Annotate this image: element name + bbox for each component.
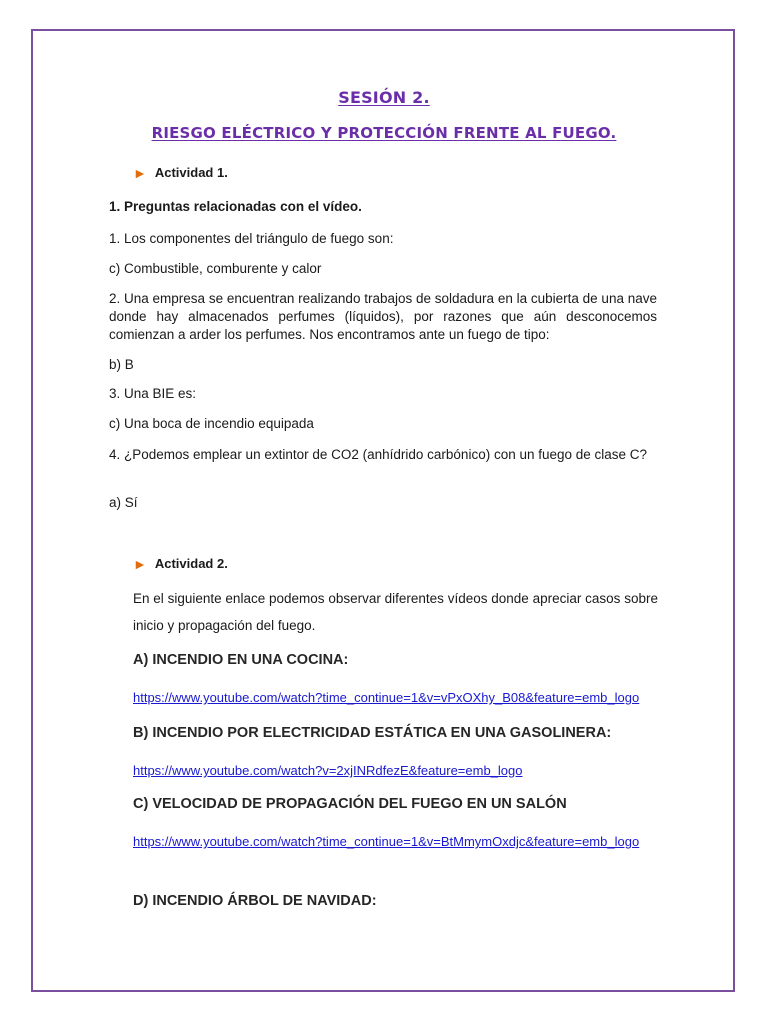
session-title: SESIÓN 2. bbox=[338, 88, 430, 107]
answer-3: c) Una boca de incendio equipada bbox=[109, 416, 314, 431]
question-4: 4. ¿Podemos emplear un extintor de CO2 (anhídrido carbónico) con un fuego de clase C? bbox=[109, 447, 648, 462]
activity2-intro: En el siguiente enlace podemos observar diferentes vídeos donde apreciar casos sobre inicio y propagación del fuego. bbox=[133, 591, 658, 633]
question-2: 2. Una empresa se encuentran realizando trabajos de soldadura en la cubierta de una nave donde hay almacenados perfumes (líquidos), por razones que aún desconocemos comienzan a arder los perfumes. Nos encontramos ante un fuego de tipo: bbox=[109, 291, 657, 342]
video-link-b[interactable]: https://www.youtube.com/watch?v=2xjINRdfezE&feature=emb_logo bbox=[133, 763, 523, 778]
activity2-label: Actividad 2. bbox=[154, 556, 228, 571]
activity1-label: Actividad 1. bbox=[154, 165, 228, 180]
video-heading-c: C) VELOCIDAD DE PROPAGACIÓN DEL FUEGO EN UN SALÓN bbox=[133, 796, 567, 812]
orange-right-triangle-icon: ► bbox=[133, 555, 147, 572]
activity1-section-heading: 1. Preguntas relacionadas con el vídeo. bbox=[109, 199, 362, 214]
activity1-bullet bbox=[133, 165, 228, 180]
question-1: 1. Los componentes del triángulo de fuego son: bbox=[109, 231, 394, 246]
video-heading-a: A) INCENDIO EN UNA COCINA: bbox=[133, 652, 349, 668]
topic-title: RIESGO ELÉCTRICO Y PROTECCIÓN FRENTE AL FUEGO. bbox=[151, 124, 617, 142]
video-link-c[interactable]: https://www.youtube.com/watch?time_continue=1&v=BtMmymOxdjc&feature=emb_logo bbox=[133, 834, 640, 849]
video-heading-b: B) INCENDIO POR ELECTRICIDAD ESTÁTICA EN UNA GASOLINERA: bbox=[133, 725, 612, 741]
activity2-bullet bbox=[133, 556, 228, 571]
answer-4: a) Sí bbox=[109, 495, 138, 510]
orange-right-triangle-icon: ► bbox=[133, 164, 147, 181]
answer-1: c) Combustible, comburente y calor bbox=[109, 261, 322, 276]
video-link-a[interactable]: https://www.youtube.com/watch?time_continue=1&v=vPxOXhy_B08&feature=emb_logo bbox=[133, 690, 640, 705]
video-heading-d: D) INCENDIO ÁRBOL DE NAVIDAD: bbox=[133, 893, 377, 909]
question-3: 3. Una BIE es: bbox=[109, 386, 197, 401]
answer-2: b) B bbox=[109, 357, 134, 372]
